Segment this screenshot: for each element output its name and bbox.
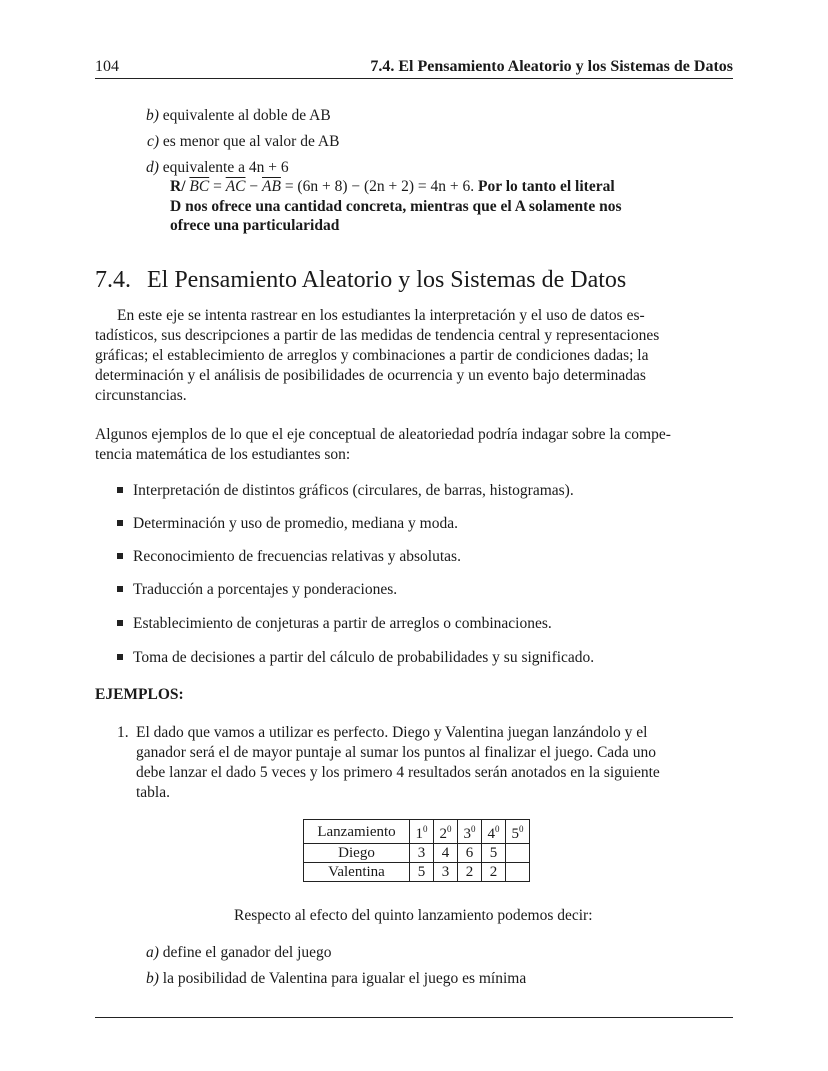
table-row-label: Valentina: [304, 863, 410, 882]
bullet-text: Interpretación de distintos gráficos (circulares, de barras, histogramas).: [133, 482, 574, 499]
example-line: ganador será el de mayor puntaje al sumar los puntos al finalizar el juego. Cada uno: [136, 744, 656, 761]
example-line: tabla.: [136, 784, 170, 801]
table-header-cell: $1^0$: [410, 820, 434, 844]
option-b: [146, 969, 526, 989]
paragraph-line: En este eje se intenta rastrear en los estudiantes la interpretación y el uso de datos es-: [117, 307, 645, 324]
paragraph-line: circunstancias.: [95, 387, 187, 404]
answer-prefix: R/: [170, 178, 186, 195]
bullet-text: Determinación y uso de promedio, mediana y moda.: [133, 515, 458, 532]
bullet-square-icon: [117, 586, 123, 592]
table-cell: 3: [410, 844, 434, 863]
table-header-row: [304, 820, 530, 844]
option-text: la posibilidad de Valentina para igualar el juego es mínima: [162, 970, 527, 987]
option-a: [146, 943, 332, 963]
table-cell: 5: [482, 844, 506, 863]
prev-option-b: [146, 106, 331, 126]
answer-line-3: ofrece una particularidad: [170, 217, 340, 234]
option-text: es menor que al valor de AB: [162, 133, 340, 150]
bullet-item: [117, 482, 574, 500]
bullet-item: [117, 548, 461, 566]
example-text: [136, 723, 733, 803]
answer-line-2: D nos ofrece una cantidad concreta, mientras que el A solamente nos: [170, 198, 622, 215]
table-row-label: Diego: [304, 844, 410, 863]
table-cell: 4: [434, 844, 458, 863]
page-number: 104: [95, 58, 119, 75]
table-header-cell: $5^0$: [506, 820, 530, 844]
bullet-item: [117, 615, 552, 633]
table-cell: [506, 863, 530, 882]
section-number: 7.4.: [95, 267, 131, 293]
paragraph-line: tencia matemática de los estudiantes son:: [95, 446, 351, 463]
table-header-label: Lanzamiento: [304, 820, 410, 844]
bullet-square-icon: [117, 520, 123, 526]
footer-rule: [95, 1017, 733, 1018]
header-title: 7.4. El Pensamiento Aleatorio y los Sistemas de Datos: [370, 58, 733, 75]
table-header-cell: $4^0$: [482, 820, 506, 844]
option-letter: b): [146, 970, 159, 987]
example-number: 1.: [117, 724, 129, 741]
answer-conclusion-1: Por lo tanto el literal: [478, 178, 615, 195]
dice-results-table: [303, 819, 530, 882]
segment-bc: $\overline{BC}$: [189, 178, 210, 195]
running-header: [95, 56, 733, 78]
table-row: [304, 844, 530, 863]
table-cell: [506, 844, 530, 863]
question-text: Respecto al efecto del quinto lanzamiento podemos decir:: [234, 907, 593, 924]
option-letter: b): [146, 107, 159, 124]
table-cell: 2: [458, 863, 482, 882]
table-row: [304, 863, 530, 882]
header-rule: [95, 78, 733, 79]
example-line: El dado que vamos a utilizar es perfecto. Diego y Valentina juegan lanzándolo y el: [136, 724, 648, 741]
table-header-cell: $2^0$: [434, 820, 458, 844]
table-header-cell: $3^0$: [458, 820, 482, 844]
bullet-item: [117, 515, 458, 533]
option-text: define el ganador del juego: [162, 944, 332, 961]
answer-line-1: R/ $\overline{BC} = \overline{AC} - \overline{AB} = (6n + 8) - (2n + 2) = 4n + 6$. Por lo tanto el literal: [170, 178, 615, 195]
option-text: equivalente a 4n + 6: [162, 159, 289, 176]
section-title: El Pensamiento Aleatorio y los Sistemas de Datos: [147, 267, 627, 293]
bullet-text: Traducción a porcentajes y ponderaciones.: [133, 581, 398, 598]
bullet-square-icon: [117, 487, 123, 493]
paragraph-examples-intro: [95, 425, 733, 465]
option-letter: d): [146, 159, 159, 176]
example-line: debe lanzar el dado 5 veces y los primero 4 resultados serán anotados en la siguiente: [136, 764, 660, 781]
paragraph-line: Algunos ejemplos de lo que el eje conceptual de aleatoriedad podría indagar sobre la compe-: [95, 426, 671, 443]
bullet-text: Toma de decisiones a partir del cálculo de probabilidades y su significado.: [133, 649, 595, 666]
bullet-square-icon: [117, 620, 123, 626]
option-letter: c): [147, 133, 160, 150]
table-cell: 3: [434, 863, 458, 882]
bullet-square-icon: [117, 654, 123, 660]
paragraph-line: gráficas; el establecimiento de arreglos y combinaciones a partir de condiciones dadas; la: [95, 347, 649, 364]
table-cell: 6: [458, 844, 482, 863]
section-heading: [95, 266, 735, 294]
bullet-text: Establecimiento de conjeturas a partir de arreglos o combinaciones.: [133, 615, 552, 632]
option-letter: a): [146, 944, 159, 961]
bullet-item: [117, 581, 397, 599]
answer-expression: = (6n + 8) − (2n + 2) = 4n + 6.: [284, 178, 475, 195]
prev-option-d: [146, 158, 289, 178]
bullet-text: Reconocimiento de frecuencias relativas y absolutas.: [133, 548, 461, 565]
ejemplos-heading: EJEMPLOS:: [95, 686, 184, 703]
segment-ac: $\overline{AC}$: [225, 178, 246, 195]
table-cell: 2: [482, 863, 506, 882]
paragraph-intro: [95, 306, 733, 406]
prev-option-c: [147, 132, 339, 152]
paragraph-line: determinación y el análisis de posibilidades de ocurrencia y un evento bajo determinadas: [95, 367, 646, 384]
bullet-item: [117, 649, 594, 667]
option-text: equivalente al doble de AB: [162, 107, 331, 124]
paragraph-line: tadísticos, sus descripciones a partir de las medidas de tendencia central y representaciones: [95, 327, 660, 344]
segment-ab: $\overline{AB}$: [262, 178, 281, 195]
table-cell: 5: [410, 863, 434, 882]
bullet-square-icon: [117, 553, 123, 559]
